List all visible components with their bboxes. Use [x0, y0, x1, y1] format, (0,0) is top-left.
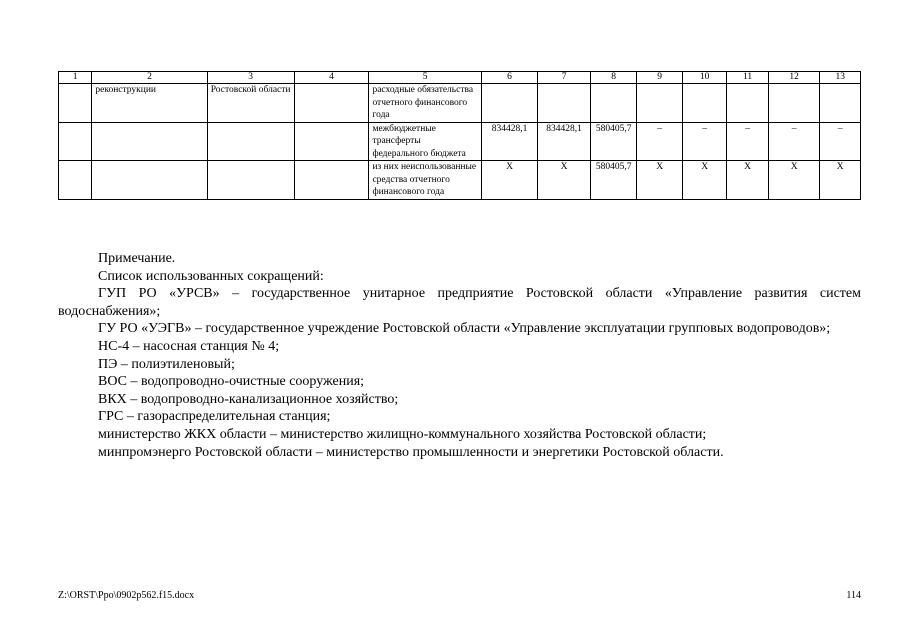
table-cell: X: [768, 161, 820, 200]
abbreviation-item: ВКХ – водопроводно-канализационное хозяйство;: [98, 391, 399, 407]
table-cell: –: [768, 122, 820, 161]
abbreviation-item: ГУП РО «УРСВ» – государственное унитарное предприятие Ростовской области «Управление развития систем водоснабжения»;: [58, 286, 861, 319]
table-cell: 834428,1: [481, 122, 538, 161]
table-cell: [59, 161, 92, 200]
table-cell: из них неиспользованные средства отчетного финансового года: [369, 161, 481, 200]
table-cell: расходные обязательства отчетного финансового года: [369, 84, 481, 123]
table-cell: [590, 84, 637, 123]
column-header: 3: [207, 72, 294, 84]
table-cell: межбюджетные трансферты федерального бюджета: [369, 122, 481, 161]
table-cell: X: [538, 161, 591, 200]
table-cell: [768, 84, 820, 123]
abbreviation-item: министерство ЖКХ области – министерство жилищно-коммунального хозяйства Ростовской области;: [98, 426, 707, 442]
table-cell: –: [820, 122, 861, 161]
abbreviations-list-heading: Список использованных сокращений:: [98, 268, 324, 284]
abbreviation-item: ВОС – водопроводно-очистные сооружения;: [98, 374, 365, 390]
abbreviation-item: НС-4 – насосная станция № 4;: [98, 338, 280, 354]
table-cell: [727, 84, 768, 123]
table-cell: X: [481, 161, 538, 200]
table-cell: X: [637, 161, 683, 200]
abbreviations-notes: [58, 250, 861, 461]
table-cell: [207, 122, 294, 161]
table-cell: [92, 161, 207, 200]
table-row: [59, 161, 861, 200]
table-cell: X: [727, 161, 768, 200]
column-header: 10: [682, 72, 726, 84]
table-cell: –: [727, 122, 768, 161]
column-header: 9: [637, 72, 683, 84]
table-cell: 834428,1: [538, 122, 591, 161]
column-header: 4: [294, 72, 369, 84]
table-cell: X: [682, 161, 726, 200]
column-header: 7: [538, 72, 591, 84]
table-cell: 580405,7: [590, 161, 637, 200]
table-cell: [538, 84, 591, 123]
table-cell: [294, 161, 369, 200]
column-header: 8: [590, 72, 637, 84]
table-cell: –: [637, 122, 683, 161]
note-heading: Примечание.: [98, 251, 176, 266]
table-cell: [207, 161, 294, 200]
footer-file-path: Z:\ORST\Ppo\0902p562.f15.docx: [58, 590, 195, 601]
table-cell: [59, 122, 92, 161]
table-cell: реконструкции: [92, 84, 207, 123]
abbreviation-item: минпромэнерго Ростовской области – министерство промышленности и энергетики Ростовской области.: [98, 444, 724, 460]
column-header: 1: [59, 72, 92, 84]
table-cell: X: [820, 161, 861, 200]
table-cell: [59, 84, 92, 123]
table-cell: Ростовской области: [207, 84, 294, 123]
table-cell: [294, 122, 369, 161]
table-cell: –: [682, 122, 726, 161]
table-cell: [637, 84, 683, 123]
table-row: [59, 122, 861, 161]
column-header: 13: [820, 72, 861, 84]
abbreviation-item: ГРС – газораспределительная станция;: [98, 409, 331, 425]
column-header: 2: [92, 72, 207, 84]
table-row: [59, 84, 861, 123]
abbreviation-item: ПЭ – полиэтиленовый;: [98, 356, 235, 372]
table-cell: [481, 84, 538, 123]
page-number: 114: [846, 590, 861, 601]
table-cell: [682, 84, 726, 123]
column-header: 11: [727, 72, 768, 84]
column-header: 6: [481, 72, 538, 84]
column-header: 12: [768, 72, 820, 84]
abbreviation-item: ГУ РО «УЭГВ» – государственное учреждение Ростовской области «Управление эксплуатации групповых водопроводов»;: [98, 321, 831, 337]
table-cell: 580405,7: [590, 122, 637, 161]
table-cell: [92, 122, 207, 161]
budget-table: [58, 71, 861, 200]
table-cell: [820, 84, 861, 123]
table-header-row: [59, 72, 861, 84]
column-header: 5: [369, 72, 481, 84]
table-cell: [294, 84, 369, 123]
